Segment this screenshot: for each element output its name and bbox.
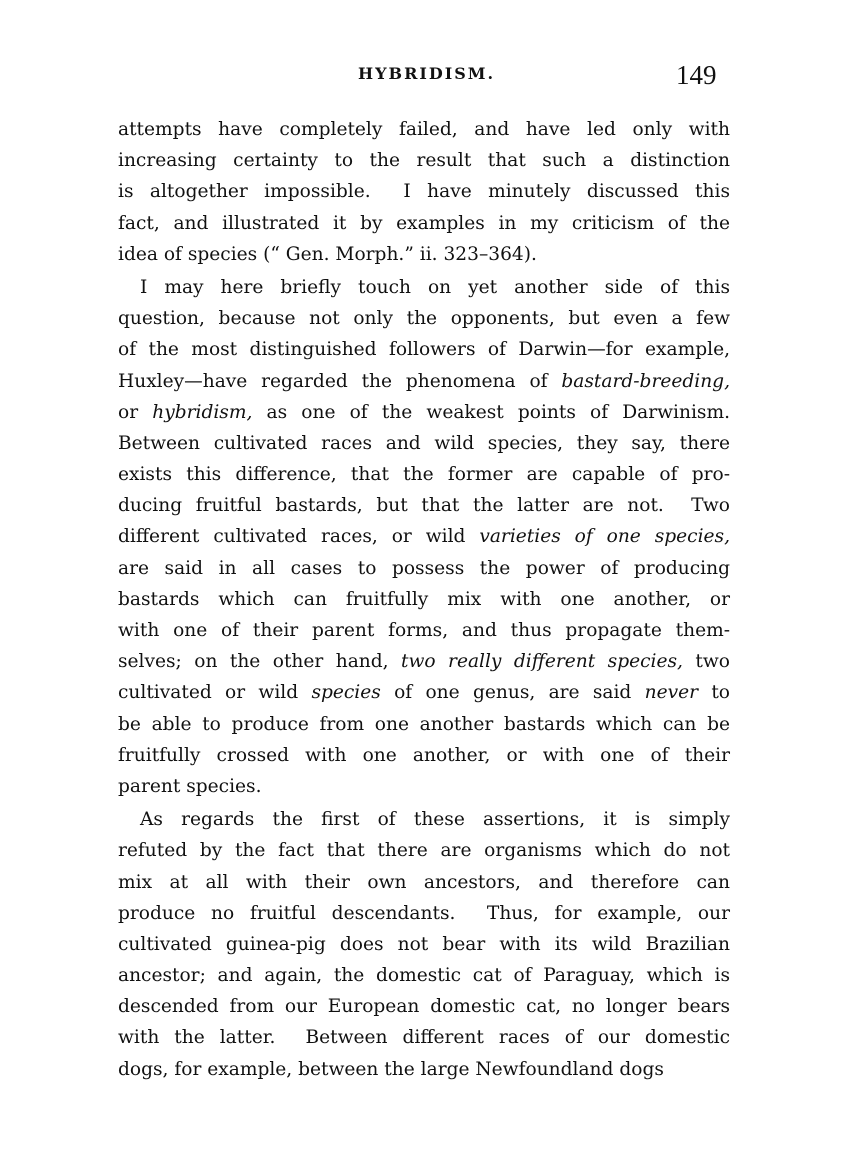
text-segment: fact, and illustrated it by examples in my criticism of the (118, 212, 730, 234)
text-line (118, 929, 730, 960)
italic-text: two really different species, (401, 651, 683, 673)
text-line (118, 272, 730, 303)
text-line (118, 804, 730, 835)
text-segment: question, because not only the opponents, but even a few (118, 308, 730, 330)
text-segment: or (118, 401, 153, 423)
text-segment: increasing certainty to the result that such a distinction (118, 150, 730, 172)
italic-text: varieties of one species, (479, 526, 730, 548)
italic-text: hybridism, (152, 401, 253, 423)
text-line (118, 646, 730, 677)
body-text (118, 114, 730, 1085)
text-line (118, 835, 730, 866)
text-segment: as one of the weakest points of Darwinism. (252, 401, 730, 423)
paragraph (118, 114, 730, 270)
text-segment: cultivated or wild (118, 682, 312, 704)
text-segment: produce no fruitful descendants. Thus, for example, our (118, 902, 730, 924)
text-segment: I may here briefly touch on yet another side of this (140, 276, 730, 298)
text-segment: of the most distinguished followers of Darwin—for example, (118, 339, 730, 361)
italic-text: bastard-breeding, (561, 370, 730, 392)
text-line (118, 176, 730, 207)
text-line (118, 428, 730, 459)
text-line (118, 584, 730, 615)
text-segment: attempts have completely failed, and have led only with (118, 119, 730, 140)
text-segment: mix at all with their own ancestors, and therefore can (118, 871, 730, 893)
text-segment: refuted by the fact that there are organisms which do not (118, 840, 730, 862)
text-segment: exists this difference, that the former are capable of pro- (118, 464, 730, 486)
text-line (118, 898, 730, 929)
text-line (118, 459, 730, 490)
italic-text: never (644, 682, 699, 704)
text-line (118, 145, 730, 176)
paragraph (118, 804, 730, 1085)
text-segment: ducing fruitful bastards, but that the latter are not. Two (118, 495, 730, 517)
text-line (118, 397, 730, 428)
text-line (118, 334, 730, 365)
text-segment: to (698, 682, 731, 704)
text-segment: selves; on the other hand, (118, 651, 402, 673)
running-head: HYBRIDISM. (358, 64, 496, 83)
text-line (118, 615, 730, 646)
text-line (118, 303, 730, 334)
text-segment: of one genus, are said (380, 682, 645, 704)
text-segment: with the latter. Between different races of our domestic (118, 1027, 730, 1049)
text-segment: ancestor; and again, the domestic cat of Paraguay, which is (118, 965, 730, 987)
text-segment: parent species. (118, 775, 262, 797)
text-line (118, 208, 730, 239)
text-segment: be able to produce from one another bastards which can be (118, 713, 730, 735)
page-number: 149 (676, 60, 717, 90)
page-header (0, 60, 850, 94)
text-line (118, 114, 730, 145)
text-segment: dogs, for example, between the large Newfoundland dogs (118, 1058, 664, 1080)
text-line (118, 709, 730, 740)
text-line (118, 867, 730, 898)
text-segment: is altogether impossible. I have minutely discussed this (118, 181, 730, 203)
text-segment: Between cultivated races and wild species, they say, there (118, 432, 730, 454)
text-segment: with one of their parent forms, and thus propagate them- (118, 620, 730, 641)
text-line (118, 239, 730, 270)
text-line (118, 740, 730, 771)
text-segment: are said in all cases to possess the power of producing (118, 557, 730, 579)
text-segment: two (682, 651, 730, 673)
text-segment: idea of species (“ Gen. Morph.” ii. 323–364). (118, 243, 537, 265)
text-segment: fruitfully crossed with one another, or with one of their (118, 744, 730, 766)
text-segment: descended from our European domestic cat, no longer bears (118, 996, 730, 1018)
text-segment: bastards which can fruitfully mix with one another, or (118, 588, 730, 610)
text-line (118, 677, 730, 708)
italic-text: species (311, 682, 381, 704)
text-line (118, 771, 730, 802)
text-segment: different cultivated races, or wild (118, 526, 480, 548)
paragraph (118, 272, 730, 802)
text-line (118, 521, 730, 552)
text-line (118, 991, 730, 1022)
text-line (118, 366, 730, 397)
text-line (118, 1022, 730, 1053)
text-line (118, 490, 730, 521)
text-segment: As regards the first of these assertions, it is simply (140, 809, 730, 831)
text-segment: cultivated guinea-pig does not bear with its wild Brazilian (118, 933, 730, 955)
text-line (118, 960, 730, 991)
text-line (118, 1054, 730, 1085)
text-segment: Huxley—have regarded the phenomena of (118, 370, 562, 392)
text-line (118, 553, 730, 584)
